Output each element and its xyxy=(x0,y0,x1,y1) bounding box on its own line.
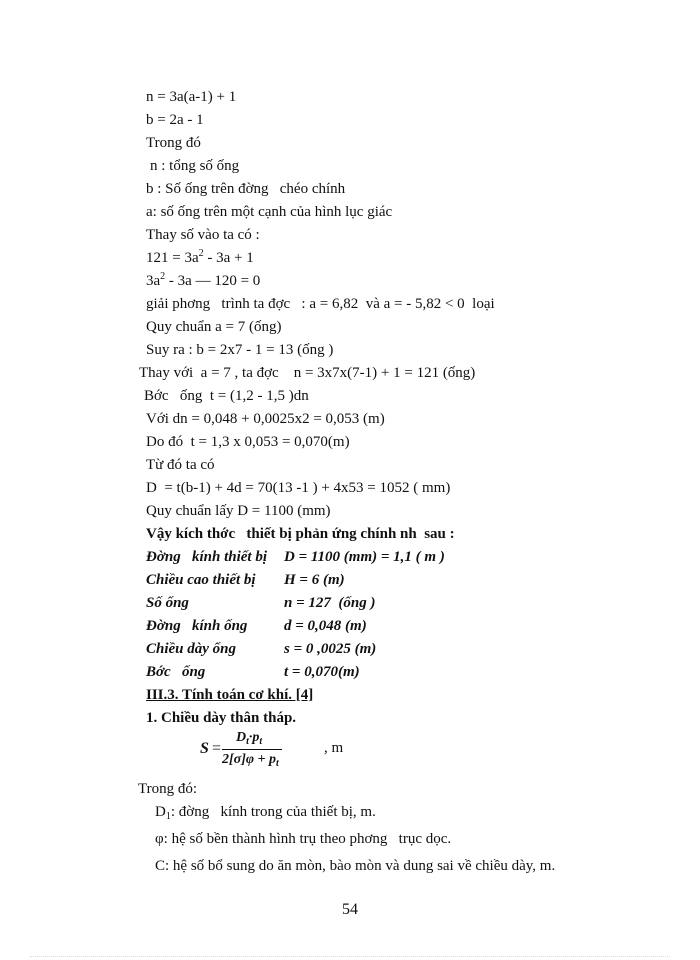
equation-121: $121 = 3a^2 - 3a + 1$ xyxy=(146,248,254,266)
phi-symbol: φ xyxy=(155,831,164,847)
def-a: a: số ống trên một cạnh của hình lục giác xyxy=(146,204,393,220)
spec-value: s = 0 ,0025 (m) xyxy=(284,641,377,657)
subsection-heading: 1. Chiều dày thân tháp. xyxy=(146,710,297,726)
equation-b: b = 2a - 1 xyxy=(146,112,204,128)
equation-n: n = 3a(a-1) + 1 xyxy=(146,89,237,105)
def-d1: $D_1$: đờng kính trong của thiết bị, m. xyxy=(155,804,376,822)
formula-equals: = xyxy=(212,740,222,757)
where-label: Trong đó xyxy=(146,135,201,151)
pitch-formula: Bớc ống t = (1,2 - 1,5 )dn xyxy=(144,388,309,404)
section-heading: III.3. Tính toán cơ khí. [4] xyxy=(146,687,314,703)
def-n: n : tổng số ống xyxy=(150,158,240,174)
spec-value: D = 1100 (mm) = 1,1 ( m ) xyxy=(284,549,445,565)
def-b: b : Số ống trên đờng chéo chính xyxy=(146,181,346,197)
derive-b: Suy ra : b = 2x7 - 1 = 13 (ống ) xyxy=(146,342,334,358)
page-number: 54 xyxy=(342,901,358,918)
standardize-a: Quy chuẩn a = 7 (ống) xyxy=(146,319,282,335)
substitute-text: Thay số vào ta có : xyxy=(146,227,260,243)
spec-label: Bớc ống xyxy=(146,664,206,680)
spec-value: n = 127 (ống ) xyxy=(284,595,376,611)
fraction-bar xyxy=(222,749,282,750)
diameter-calc: D = t(b-1) + 4d = 70(13 -1 ) + 4x53 = 1052 ( mm) xyxy=(146,480,451,496)
spec-label: Đờng kính thiết bị xyxy=(146,549,267,565)
spec-value: H = 6 (m) xyxy=(284,572,345,588)
def-c: C: hệ số bổ sung do ăn mòn, bào mòn và dung sai về chiều dày, m. xyxy=(155,858,556,874)
spec-label: Chiều dày ống xyxy=(146,641,237,657)
derive-n: Thay với a = 7 , ta đợc n = 3x7x(7-1) + 1 = 121 (ống) xyxy=(139,365,476,381)
solve-text: giải phơng trình ta đợc : a = 6,82 và a = - 5,82 < 0 loại xyxy=(146,296,495,312)
formula-numerator: $D_t\cdot p_t$ xyxy=(236,730,263,747)
spec-value: d = 0,048 (m) xyxy=(284,618,367,634)
diameter-standard: Quy chuẩn lấy D = 1100 (mm) xyxy=(146,503,331,519)
where-label-2: Trong đó: xyxy=(138,781,198,797)
formula-unit: , m xyxy=(324,740,344,756)
spec-label: Chiều cao thiết bị xyxy=(146,572,256,588)
formula-lhs: S xyxy=(200,740,209,757)
quadratic-equation: $3a^2 - 3a$ — 120 = 0 xyxy=(146,271,261,289)
bottom-divider xyxy=(30,956,670,957)
dn-value: Với dn = 0,048 + 0,0025x2 = 0,053 (m) xyxy=(146,411,385,427)
def-phi: φ: hệ số bền thành hình trụ theo phơng trục dọc. xyxy=(155,831,452,847)
shell-thickness-formula xyxy=(200,732,380,772)
spec-label: Đờng kính ống xyxy=(146,618,248,634)
spec-label: Số ống xyxy=(146,595,189,611)
spec-value: t = 0,070(m) xyxy=(284,664,360,680)
formula-denominator: $2[\sigma]\varphi + p_t$ xyxy=(222,752,279,769)
from-which: Từ đó ta có xyxy=(146,457,215,473)
summary-heading: Vậy kích thớc thiết bị phản ứng chính nh sau : xyxy=(146,526,455,542)
t-value: Do đó t = 1,3 x 0,053 = 0,070(m) xyxy=(146,434,350,450)
